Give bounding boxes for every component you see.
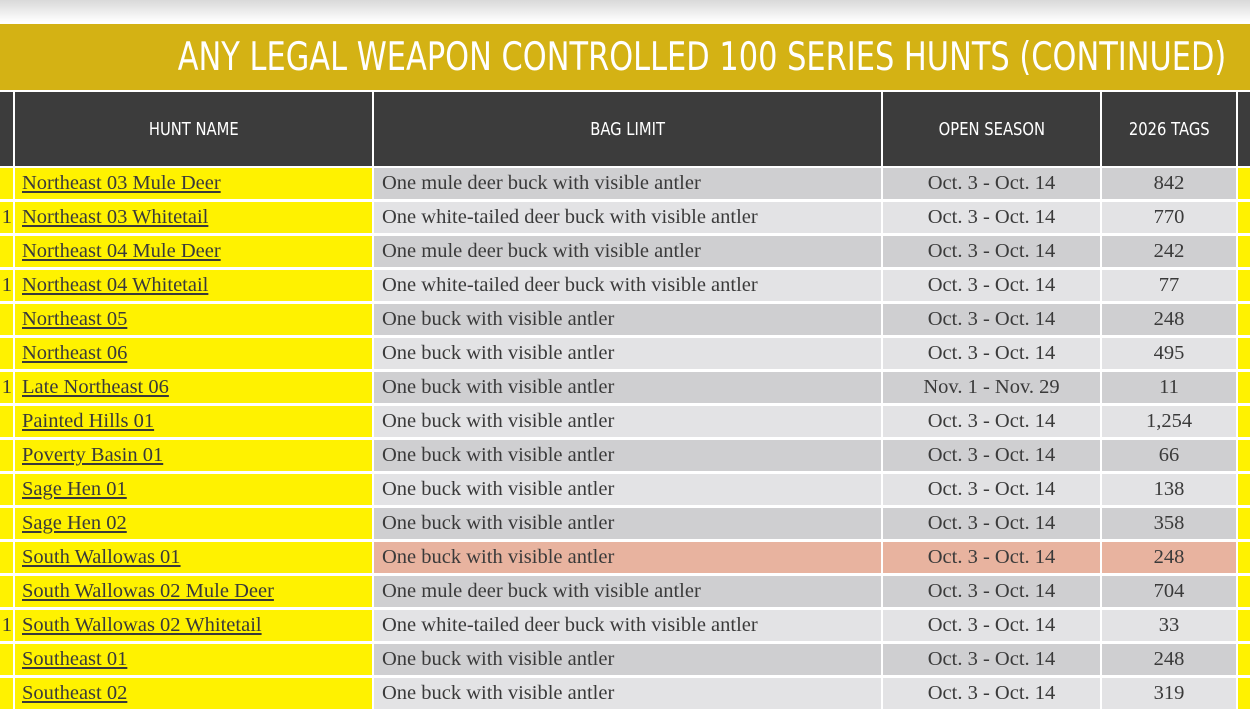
hunt-name-link[interactable]: South Wallowas 02 Whitetail (22, 614, 262, 636)
title-banner (0, 24, 1250, 90)
row-edge-cell (0, 542, 13, 573)
hunt-name-link[interactable]: Northeast 05 (22, 308, 128, 330)
row-right-edge-cell (1238, 440, 1250, 471)
open-season-cell: Oct. 3 - Oct. 14 (883, 406, 1100, 437)
row-right-edge-cell (1238, 236, 1250, 267)
hunt-name-link[interactable]: Northeast 06 (22, 342, 128, 364)
hunt-name-cell[interactable] (15, 236, 372, 267)
table-row (0, 200, 1250, 234)
open-season-cell: Oct. 3 - Oct. 14 (883, 508, 1100, 539)
bag-limit-cell: One buck with visible antler (374, 338, 881, 369)
tags-cell: 33 (1102, 610, 1236, 641)
open-season-cell: Oct. 3 - Oct. 14 (883, 542, 1100, 573)
bag-limit-cell: One buck with visible antler (374, 474, 881, 505)
row-edge-cell (0, 440, 13, 471)
bag-limit-cell: One buck with visible antler (374, 508, 881, 539)
bag-limit-cell: One mule deer buck with visible antler (374, 236, 881, 267)
tags-cell: 495 (1102, 338, 1236, 369)
row-right-edge-cell (1238, 508, 1250, 539)
tags-cell: 704 (1102, 576, 1236, 607)
row-right-edge-cell (1238, 372, 1250, 403)
hunt-name-cell[interactable] (15, 644, 372, 675)
tags-cell: 248 (1102, 542, 1236, 573)
column-header-label: BAG LIMIT (590, 118, 665, 140)
row-right-edge-cell (1238, 304, 1250, 335)
hunt-name-link[interactable]: Northeast 04 Mule Deer (22, 240, 221, 262)
open-season-cell: Oct. 3 - Oct. 14 (883, 678, 1100, 709)
column-header-open-season[interactable] (883, 92, 1100, 166)
hunt-name-cell[interactable] (15, 610, 372, 641)
bag-limit-cell: One white-tailed deer buck with visible antler (374, 610, 881, 641)
row-edge-cell (0, 610, 13, 641)
table-row (0, 234, 1250, 268)
row-right-edge-cell (1238, 168, 1250, 199)
table-row (0, 676, 1250, 710)
row-edge-cell (0, 372, 13, 403)
tags-cell: 242 (1102, 236, 1236, 267)
row-right-edge-cell (1238, 610, 1250, 641)
hunt-name-cell[interactable] (15, 338, 372, 369)
hunt-name-link[interactable]: Northeast 04 Whitetail (22, 274, 209, 296)
tags-cell: 11 (1102, 372, 1236, 403)
hunt-name-link[interactable]: Sage Hen 01 (22, 478, 127, 500)
open-season-cell: Oct. 3 - Oct. 14 (883, 440, 1100, 471)
table-row (0, 370, 1250, 404)
table-row (0, 472, 1250, 506)
tags-cell: 77 (1102, 270, 1236, 301)
tags-cell: 842 (1102, 168, 1236, 199)
table-row (0, 438, 1250, 472)
header-edge-cell (0, 92, 13, 166)
header-right-edge-cell (1238, 92, 1250, 166)
row-edge-mark: 1 (1, 274, 12, 296)
row-edge-cell (0, 644, 13, 675)
row-edge-cell (0, 270, 13, 301)
row-right-edge-cell (1238, 576, 1250, 607)
hunt-name-cell[interactable] (15, 406, 372, 437)
hunt-name-link[interactable]: Southeast 01 (22, 648, 128, 670)
bag-limit-cell: One mule deer buck with visible antler (374, 576, 881, 607)
row-edge-cell (0, 474, 13, 505)
hunt-name-link[interactable]: Painted Hills 01 (22, 410, 155, 432)
row-edge-cell (0, 508, 13, 539)
column-header-label: OPEN SEASON (938, 118, 1045, 140)
row-edge-cell (0, 304, 13, 335)
hunt-name-link[interactable]: Late Northeast 06 (22, 376, 169, 398)
hunt-name-link[interactable]: Sage Hen 02 (22, 512, 127, 534)
hunt-name-link[interactable]: South Wallowas 01 (22, 546, 181, 568)
row-right-edge-cell (1238, 270, 1250, 301)
row-edge-cell (0, 338, 13, 369)
open-season-cell: Oct. 3 - Oct. 14 (883, 270, 1100, 301)
hunt-name-cell[interactable] (15, 304, 372, 335)
page-top-shadow (0, 0, 1250, 22)
tags-cell: 358 (1102, 508, 1236, 539)
open-season-cell: Oct. 3 - Oct. 14 (883, 474, 1100, 505)
column-header-hunt-name[interactable] (15, 92, 372, 166)
table-row (0, 336, 1250, 370)
bag-limit-cell: One white-tailed deer buck with visible antler (374, 270, 881, 301)
open-season-cell: Oct. 3 - Oct. 14 (883, 338, 1100, 369)
row-right-edge-cell (1238, 542, 1250, 573)
column-header-bag-limit[interactable] (374, 92, 881, 166)
bag-limit-cell: One buck with visible antler (374, 372, 881, 403)
hunt-name-cell[interactable] (15, 168, 372, 199)
hunt-name-cell[interactable] (15, 270, 372, 301)
hunt-name-cell[interactable] (15, 202, 372, 233)
tags-cell: 1,254 (1102, 406, 1236, 437)
table-row (0, 540, 1250, 574)
bag-limit-cell: One mule deer buck with visible antler (374, 168, 881, 199)
open-season-cell: Oct. 3 - Oct. 14 (883, 576, 1100, 607)
tags-cell: 248 (1102, 644, 1236, 675)
hunt-name-link[interactable]: Southeast 02 (22, 682, 128, 704)
row-edge-mark: 1 (1, 614, 12, 636)
table-row (0, 404, 1250, 438)
open-season-cell: Nov. 1 - Nov. 29 (883, 372, 1100, 403)
open-season-cell: Oct. 3 - Oct. 14 (883, 610, 1100, 641)
hunt-name-link[interactable]: South Wallowas 02 Mule Deer (22, 580, 274, 602)
page-title: ANY LEGAL WEAPON CONTROLLED 100 SERIES HUNTS (CONTINUED) (177, 35, 1226, 80)
row-right-edge-cell (1238, 678, 1250, 709)
tags-cell: 138 (1102, 474, 1236, 505)
open-season-cell: Oct. 3 - Oct. 14 (883, 304, 1100, 335)
hunt-name-cell[interactable] (15, 372, 372, 403)
hunt-name-cell[interactable] (15, 508, 372, 539)
row-edge-cell (0, 168, 13, 199)
row-right-edge-cell (1238, 202, 1250, 233)
bag-limit-cell: One buck with visible antler (374, 406, 881, 437)
tags-cell: 319 (1102, 678, 1236, 709)
bag-limit-cell: One buck with visible antler (374, 304, 881, 335)
column-header-label: 2026 TAGS (1128, 118, 1210, 140)
table-header (0, 90, 1250, 166)
row-edge-mark: 1 (1, 206, 12, 228)
row-edge-cell (0, 236, 13, 267)
table-row (0, 302, 1250, 336)
open-season-cell: Oct. 3 - Oct. 14 (883, 202, 1100, 233)
row-right-edge-cell (1238, 338, 1250, 369)
open-season-cell: Oct. 3 - Oct. 14 (883, 168, 1100, 199)
row-edge-mark: 1 (1, 376, 12, 398)
table-body (0, 166, 1250, 710)
row-right-edge-cell (1238, 406, 1250, 437)
hunt-name-cell[interactable] (15, 678, 372, 709)
hunt-name-link[interactable]: Northeast 03 Mule Deer (22, 172, 221, 194)
table-row (0, 166, 1250, 200)
hunt-name-cell[interactable] (15, 576, 372, 607)
row-edge-cell (0, 678, 13, 709)
table-row (0, 608, 1250, 642)
column-header-tags[interactable] (1102, 92, 1236, 166)
row-edge-cell (0, 202, 13, 233)
bag-limit-cell: One buck with visible antler (374, 678, 881, 709)
hunt-name-cell[interactable] (15, 440, 372, 471)
row-edge-cell (0, 576, 13, 607)
tags-cell: 66 (1102, 440, 1236, 471)
hunt-name-cell[interactable] (15, 474, 372, 505)
table-row (0, 268, 1250, 302)
hunt-name-cell[interactable] (15, 542, 372, 573)
tags-cell: 248 (1102, 304, 1236, 335)
table-row (0, 574, 1250, 608)
column-header-label: HUNT NAME (148, 118, 239, 140)
bag-limit-cell: One white-tailed deer buck with visible antler (374, 202, 881, 233)
row-right-edge-cell (1238, 474, 1250, 505)
row-right-edge-cell (1238, 644, 1250, 675)
open-season-cell: Oct. 3 - Oct. 14 (883, 644, 1100, 675)
hunt-name-link[interactable]: Poverty Basin 01 (22, 444, 164, 466)
open-season-cell: Oct. 3 - Oct. 14 (883, 236, 1100, 267)
hunt-name-link[interactable]: Northeast 03 Whitetail (22, 206, 209, 228)
table-row (0, 506, 1250, 540)
table-row (0, 642, 1250, 676)
bag-limit-cell: One buck with visible antler (374, 644, 881, 675)
row-edge-cell (0, 406, 13, 437)
tags-cell: 770 (1102, 202, 1236, 233)
bag-limit-cell: One buck with visible antler (374, 542, 881, 573)
bag-limit-cell: One buck with visible antler (374, 440, 881, 471)
